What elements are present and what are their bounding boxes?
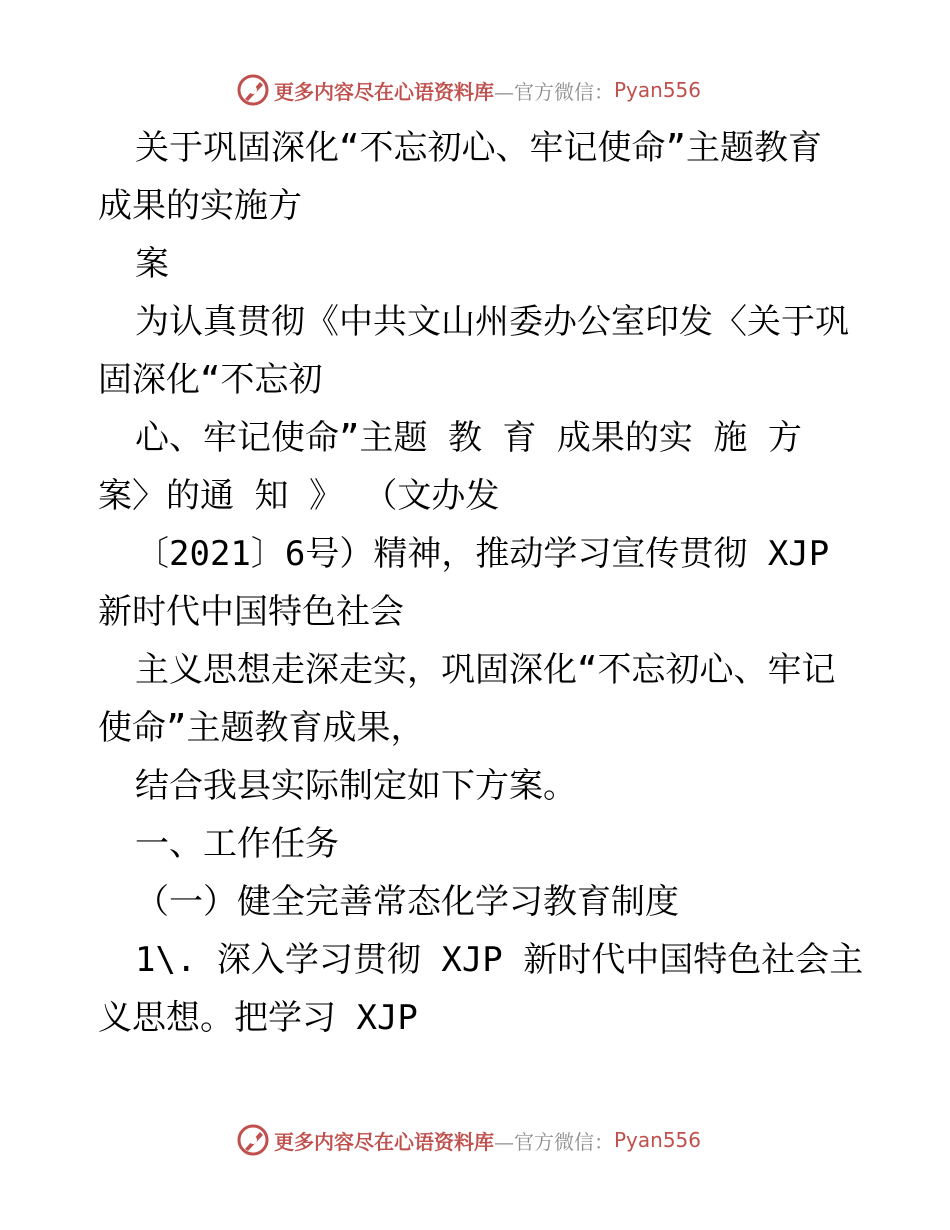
watermark-separator: —官方微信： <box>494 79 614 104</box>
text-line: 固深化“不忘初 <box>98 360 323 400</box>
text-line: 关于巩固深化“不忘初心、牢记使命”主题教育 <box>135 128 822 168</box>
watermark-brand: 更多内容尽在心语资料库 <box>274 79 494 104</box>
text-line: 新时代中国特色社会 <box>98 592 404 632</box>
subsection-heading: （一）健全完善常态化学习教育制度 <box>135 882 679 922</box>
pen-logo-icon <box>236 1123 270 1157</box>
text-line: 主义思想走深走实，巩固深化“不忘初心、牢记 <box>135 650 836 690</box>
section-heading: 一、工作任务 <box>135 824 339 864</box>
text-line: 义思想。把学习 XJP <box>98 998 418 1038</box>
watermark-wechat-id: Pyan556 <box>614 78 702 102</box>
text-line: 案〉的通 知 》 （文办发 <box>98 476 500 516</box>
text-line: 为认真贯彻《中共文山州委办公室印发〈关于巩 <box>135 302 849 342</box>
text-line: 案 <box>135 244 169 284</box>
text-line: 成果的实施方 <box>98 186 302 226</box>
pen-logo-icon <box>236 73 270 107</box>
text-line: 1\. 深入学习贯彻 XJP 新时代中国特色社会主 <box>135 940 864 980</box>
header-watermark <box>236 72 701 108</box>
text-line: 〔2021〕6号）精神，推动学习宣传贯彻 XJP <box>135 534 830 574</box>
text-line: 结合我县实际制定如下方案。 <box>135 766 577 806</box>
watermark-wechat-id: Pyan556 <box>614 1128 702 1152</box>
watermark-brand: 更多内容尽在心语资料库 <box>274 1129 494 1154</box>
footer-watermark <box>236 1122 701 1158</box>
text-line: 使命”主题教育成果， <box>98 708 425 748</box>
text-line: 心、牢记使命”主题 教 育 成果的实 施 方 <box>135 418 802 458</box>
watermark-separator: —官方微信： <box>494 1129 614 1154</box>
